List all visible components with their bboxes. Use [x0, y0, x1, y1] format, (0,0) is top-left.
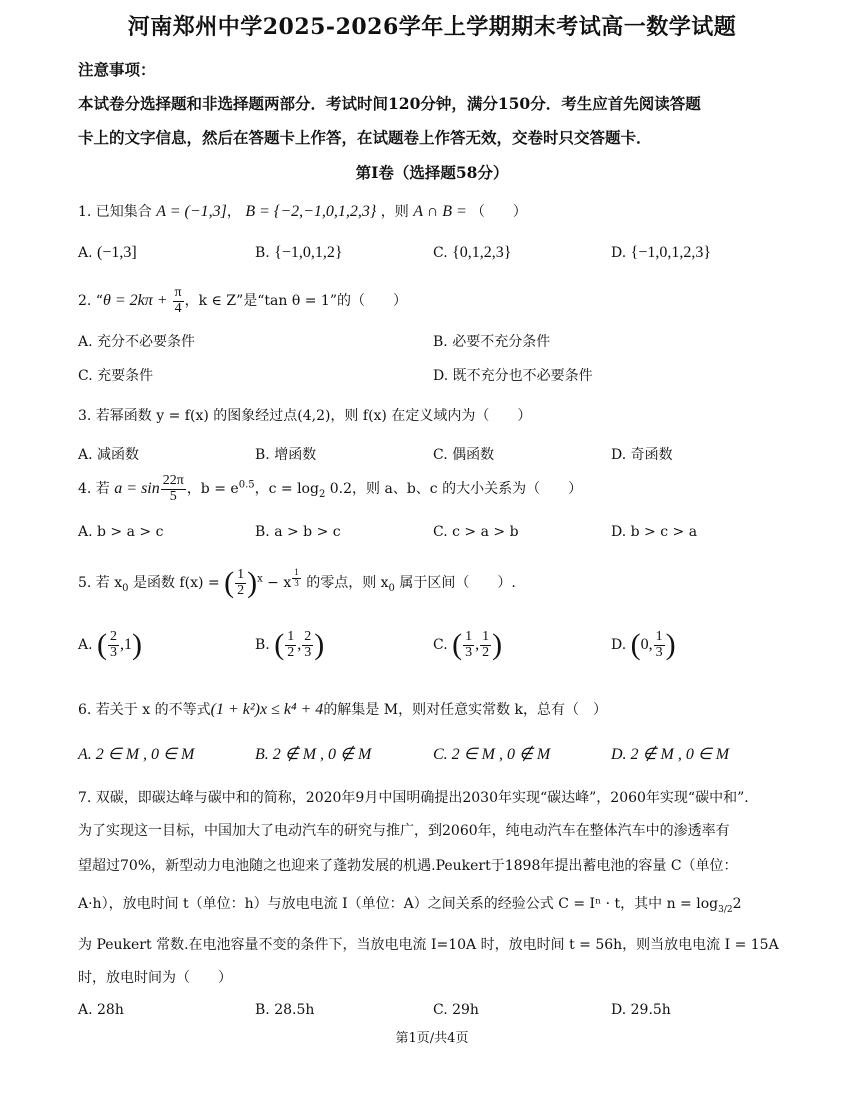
section-title: 第I卷（选择题58分） — [355, 163, 509, 182]
q1-paren: （ ） — [470, 204, 527, 220]
q1-option-b[interactable]: B. {−1,0,1,2} — [255, 244, 343, 261]
q3-option-b[interactable]: B. 增函数 — [255, 447, 317, 463]
notice-heading: 注意事项： — [78, 60, 156, 79]
notice-line-2: 卡上的文字信息，然后在答题卡上作答，在试题卷上作答无效，交卷时只交答题卡． — [78, 128, 652, 147]
q5-option-a[interactable]: A. ( $\frac{2}{3}$ ,1) — [78, 628, 143, 661]
q4-option-d[interactable]: D. b > c > a — [611, 524, 698, 540]
question-3: 3. 若幂函数 y = f(x) 的图象经过点(4,2)，则 f(x) 在定义域内为（ ） — [78, 408, 532, 424]
q4-option-b[interactable]: B. a > b > c — [255, 524, 341, 540]
q1-stem: 1. 已知集合 — [78, 204, 152, 220]
question-4: 4. 若 a = sin $\frac{22\pi}{5}$ ，$b = e^{0.5}$，$c = \log_2 0.2$，则 a、b、c 的大小关系为（ ） — [78, 473, 583, 504]
q3-option-d[interactable]: D. 奇函数 — [611, 447, 673, 463]
q2-option-d[interactable]: D. 既不充分也不必要条件 — [433, 368, 593, 384]
q7-option-a[interactable]: A. 28h — [78, 1002, 124, 1018]
page-title: 河南郑州中学2025-2026学年上学期期末考试高一数学试题 — [127, 14, 737, 40]
q1-option-d[interactable]: D. {−1,0,1,2,3} — [611, 244, 712, 261]
q7-line-2: 为了实现这一目标，中国加大了电动汽车的研究与推广，到2060年，纯电动汽车在整体汽车中的渗透率有 — [78, 823, 730, 839]
q7-option-c[interactable]: C. 29h — [433, 1002, 479, 1018]
q1-option-c[interactable]: C. {0,1,2,3} — [433, 244, 512, 261]
q2-option-a[interactable]: A. 充分不必要条件 — [78, 334, 196, 350]
q1-then: ，则 — [380, 204, 409, 220]
q5-option-d[interactable]: D. (0, $\frac{1}{3}$ ) — [611, 628, 676, 661]
q7-line-3: 望超过70%，新型动力电池随之也迎来了蓬勃发展的机遇.Peukert于1898年提出蓄电池的容量 C（单位： — [78, 858, 738, 874]
q7-option-b[interactable]: B. 28.5h — [255, 1002, 315, 1018]
q6-option-b[interactable]: B. 2 ∉ M , 0 ∉ M — [255, 746, 372, 763]
q4-option-a[interactable]: A. b > a > c — [78, 524, 164, 540]
q3-option-a[interactable]: A. 减函数 — [78, 447, 140, 463]
q2-option-b[interactable]: B. 必要不充分条件 — [433, 334, 551, 350]
question-5: 5. 若 $x_0$ 是函数 f(x) = ( $\frac{1}{2}$ )$^x$ − x $^{\frac{1}{3}}$ 的零点，则 $x_0$ 属于区间（ ）. — [78, 566, 516, 599]
q7-line-5: 为 Peukert 常数.在电池容量不变的条件下，当放电电流 I=10A 时，放电时间 t = 56h，则当放电电流 I = 15A — [78, 937, 779, 953]
q1-set-b: B = {−2,−1,0,1,2,3} — [245, 203, 377, 220]
q5-option-b[interactable]: B. ( $\frac{1}{2}$ , $\frac{2}{3}$ ) — [255, 628, 325, 661]
q2-option-c[interactable]: C. 充要条件 — [78, 368, 154, 384]
q5-option-c[interactable]: C. ( $\frac{1}{3}$ , $\frac{1}{2}$ ) — [433, 628, 503, 661]
question-1: 1. 已知集合 A = (−1,3]， B = {−2,−1,0,1,2,3} ，则 A ∩ B = （ ） — [78, 203, 527, 220]
question-6: 6. 若关于 x 的不等式(1 + k²)x ≤ k⁴ + 4的解集是 M，则对任意实常数 k，总有（ ） — [78, 701, 608, 718]
q6-option-a[interactable]: A. 2 ∈ M , 0 ∈ M — [78, 746, 195, 763]
question-2: 2. “θ = 2kπ + $\frac{\pi}{4}$ ，k ∈ Z”是“tan θ = 1”的（ ） — [78, 285, 407, 316]
q6-option-d[interactable]: D. 2 ∉ M , 0 ∈ M — [611, 746, 730, 763]
q1-set-a: A = (−1,3] — [156, 203, 227, 220]
q7-line-4: A·h），放电时间 t（单位：h）与放电电流 I（单位：A）之间关系的经验公式 C = Iⁿ · t，其中 $n = \log_{3/2}2$ — [78, 896, 742, 915]
q6-option-c[interactable]: C. 2 ∈ M , 0 ∉ M — [433, 746, 551, 763]
q4-option-c[interactable]: C. c > a > b — [433, 524, 519, 540]
q1-option-a[interactable]: A. (−1,3] — [78, 244, 137, 261]
q7-line-1: 7. 双碳，即碳达峰与碳中和的简称，2020年9月中国明确提出2030年实现“碳达峰”，2060年实现“碳中和”. — [78, 790, 749, 806]
q1-expr: A ∩ B = — [413, 203, 471, 220]
page-footer: 第1页/共4页 — [395, 1031, 469, 1046]
q3-option-c[interactable]: C. 偶函数 — [433, 447, 495, 463]
q7-option-d[interactable]: D. 29.5h — [611, 1002, 671, 1018]
q7-line-6: 时，放电时间为（ ） — [78, 970, 232, 986]
notice-line-1: 本试卷分选择题和非选择题两部分．考试时间120分钟，满分150分．考生应首先阅读答题 — [78, 94, 701, 113]
